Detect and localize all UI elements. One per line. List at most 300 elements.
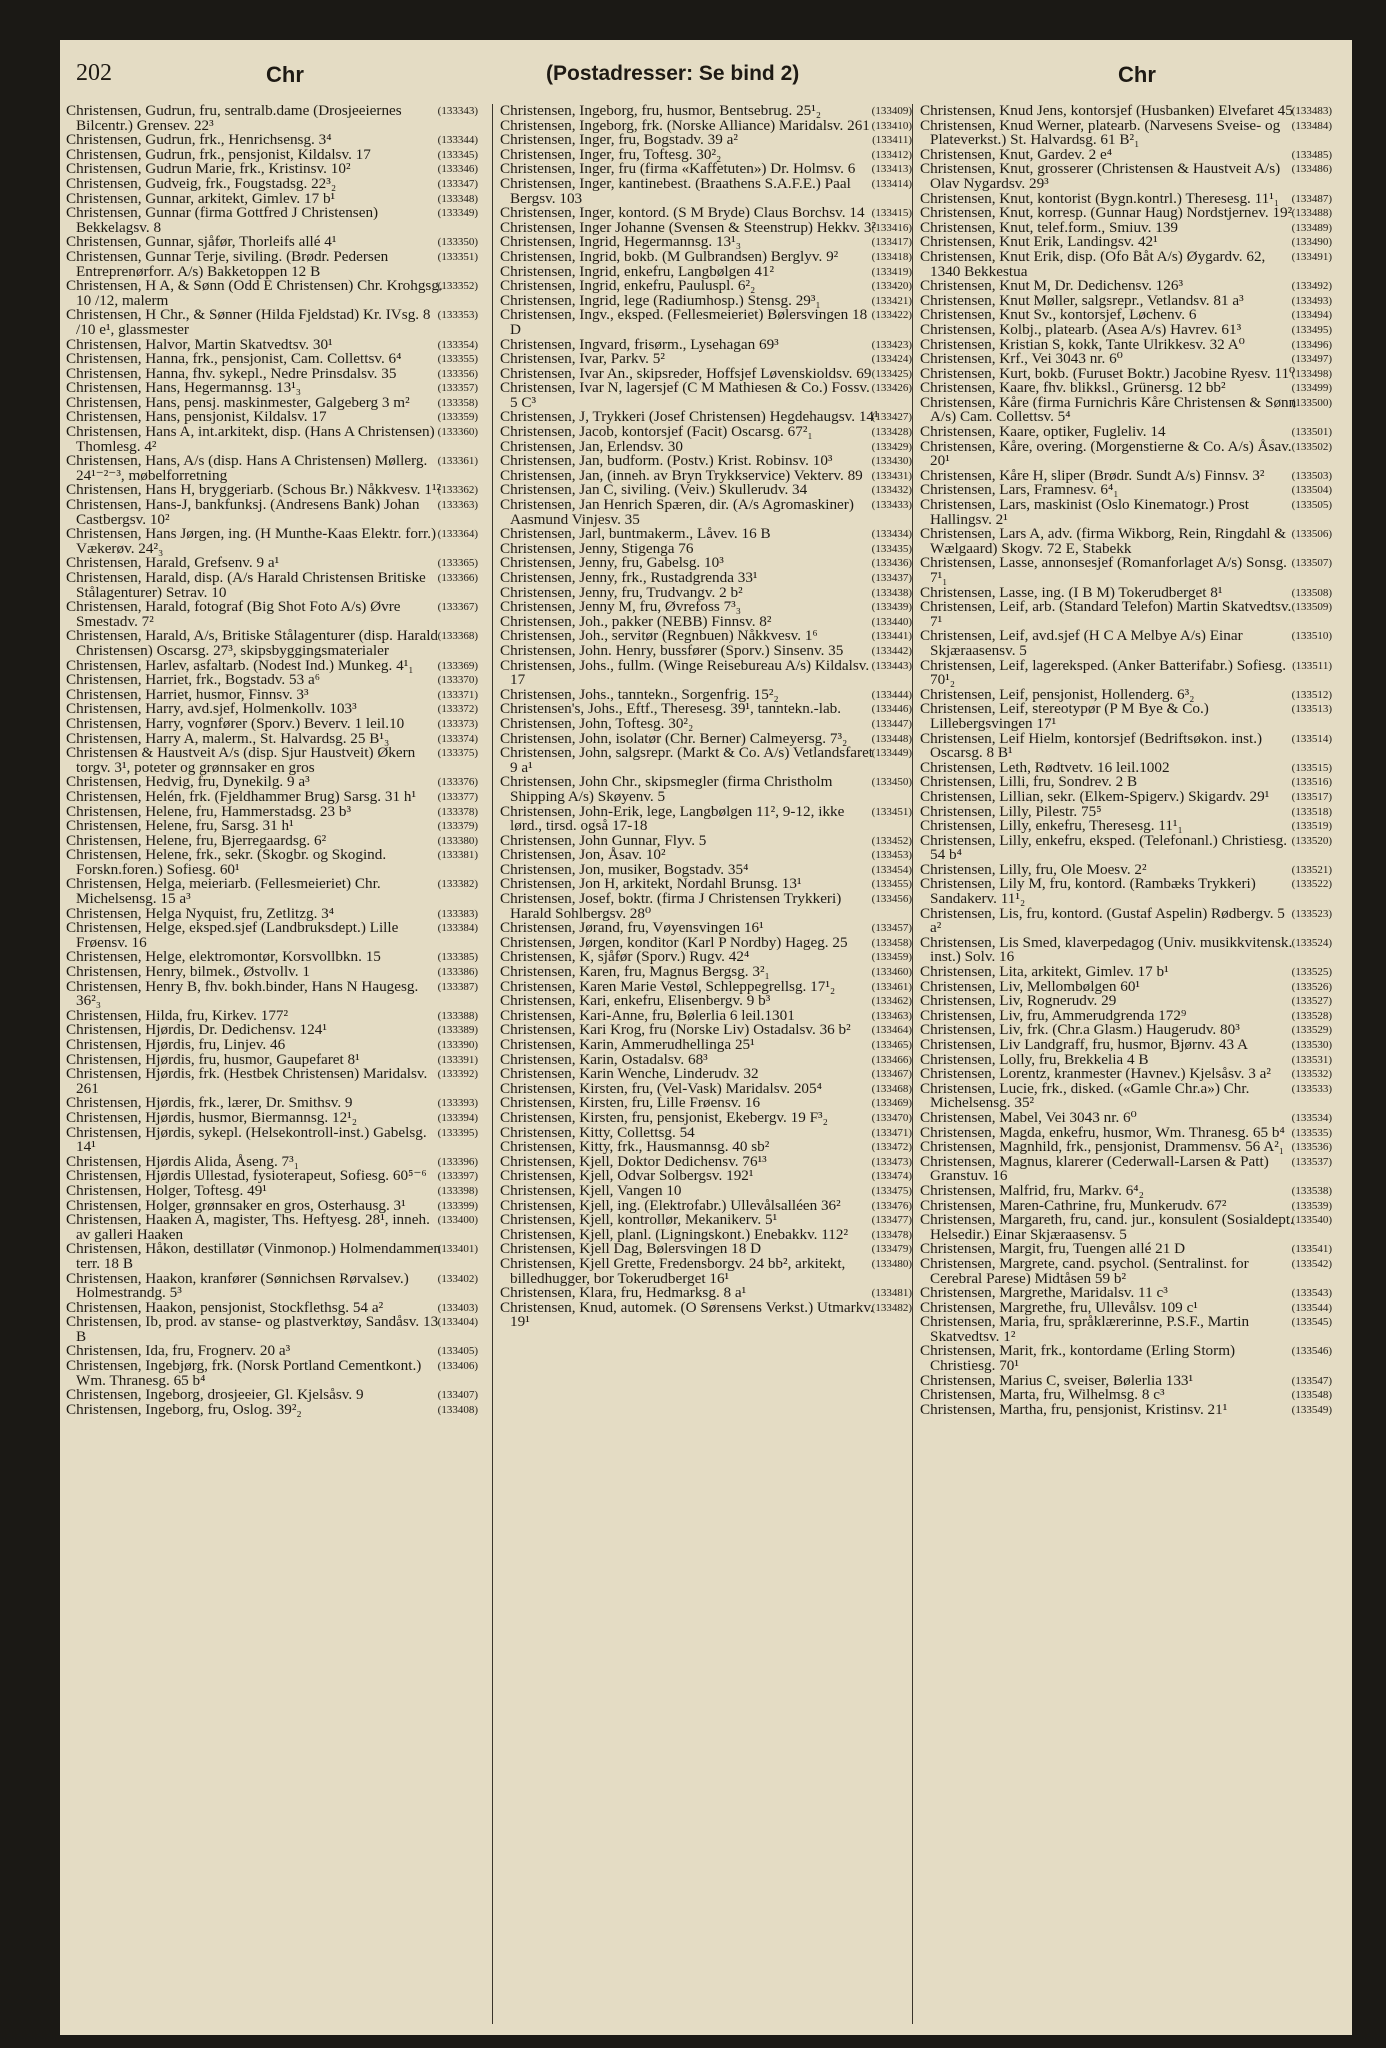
- directory-entry: [920, 1213, 1332, 1242]
- directory-entry: [66, 1359, 478, 1388]
- directory-column-2: [500, 104, 912, 2029]
- entry-number: (133403): [437, 1301, 478, 1314]
- entry-number: (133347): [437, 177, 478, 190]
- entry-text: Christensen, Lilly, fru, Ole Moesv. 2²: [920, 860, 1147, 878]
- entry-text: Christensen, Gunnar (firma Gottfred J Christensen) Bekkelagsv. 8: [66, 204, 379, 236]
- entry-text: Christensen, Kaare, optiker, Fugleliv. 14: [920, 423, 1166, 441]
- entry-number: (133386): [437, 966, 478, 979]
- entry-text: Christensen, Ingrid, enkefru, Langbølgen 41²: [500, 262, 775, 280]
- entry-text: Christensen, Kaare, fhv. blikksl., Grünersg. 12 bb²: [920, 379, 1226, 397]
- entry-text: Christensen, Harald, disp. (A/s Harald Christensen Britiske Stålagenturer) Setrav. 10: [66, 569, 426, 601]
- entry-text: Christensen, Ingrid, Hegermannsg. 13¹₃: [500, 233, 741, 251]
- entry-text: Christensen, Hjørdis, fru, Linjev. 46: [66, 1036, 286, 1053]
- entry-number: (133519): [1291, 820, 1332, 833]
- entry-text: Christensen, Jan Henrich Spæren, dir. (A/s Agromaskiner) Aasmund Vinjesv. 35: [500, 496, 854, 528]
- directory-entry: [66, 921, 478, 950]
- entry-text: Christensen, H A, & Sønn (Odd E Christensen) Chr. Krohgsg. 10 /12, malerm: [66, 277, 443, 309]
- entry-number: (133351): [437, 250, 478, 263]
- directory-entry: [920, 904, 1332, 937]
- entry-text: Christensen, Knud Werner, platearb. (Narvesens Sveise- og Plateverkst.) St. Halvardsg. 61 B²₁: [920, 116, 1281, 149]
- entry-number: (133543): [1291, 1287, 1332, 1300]
- entry-number: (133508): [1291, 586, 1332, 599]
- entry-text: Christensen, Lily M, fru, kontord. (Rambæks Trykkeri) Sandakerv. 11¹₂: [920, 875, 1256, 908]
- entry-number: (133541): [1291, 1243, 1332, 1256]
- entry-number: (133476): [871, 1199, 912, 1212]
- entry-number: (133518): [1291, 805, 1332, 818]
- directory-entry: [66, 1269, 478, 1302]
- column-divider: [492, 104, 493, 2024]
- directory-entry: [66, 425, 478, 454]
- entry-number: (133371): [437, 688, 478, 701]
- entry-text: Christensen, Ida, fru, Frognerv. 20 a³: [66, 1342, 291, 1360]
- entry-text: Christensen, Kåre (firma Furnichris Kåre Christensen & Sønn A/s) Cam. Collettsv. 5⁴: [920, 393, 1297, 426]
- entry-text: Christensen, Kjell, Vangen 10: [500, 1181, 682, 1199]
- entry-number: (133482): [871, 1301, 912, 1314]
- directory-entry: [920, 1152, 1332, 1185]
- entry-number: (133525): [1291, 966, 1332, 979]
- entry-number: (133467): [871, 1068, 912, 1081]
- entry-number: (133485): [1291, 148, 1332, 161]
- column-divider: [912, 104, 913, 2024]
- entry-number: (133501): [1291, 426, 1332, 439]
- entry-number: (133453): [871, 849, 912, 862]
- entry-number: (133511): [1292, 659, 1332, 672]
- entry-text: Christensen, Hans, pensj. maskinmester, Galgeberg 3 m²: [66, 393, 410, 411]
- entry-number: (133535): [1291, 1126, 1332, 1139]
- entry-number: (133400): [437, 1214, 478, 1227]
- entry-text: Christensen, John. Henry, bussfører (Sporv.) Sinsenv. 35: [500, 641, 844, 659]
- entry-text: Christensen, Helga Nyquist, fru, Zetlitzg. 3⁴: [66, 904, 335, 922]
- entry-number: (133390): [437, 1039, 478, 1051]
- entry-number: (133460): [871, 966, 912, 979]
- entry-number: (133499): [1291, 382, 1332, 395]
- entry-number: (133402): [437, 1272, 478, 1285]
- directory-entry: [66, 454, 478, 483]
- entry-text: Christensen, Lita, arkitekt, Gimlev. 17 b¹: [920, 963, 1169, 981]
- entry-text: Christensen, Kjell, Odvar Solbergsv. 192¹: [500, 1167, 754, 1185]
- entry-number: (133483): [1291, 105, 1332, 117]
- entry-number: (133346): [437, 163, 478, 176]
- entry-text: Christensen, Liv, frk. (Chr.a Glasm.) Haugerudv. 80³: [920, 1021, 1240, 1039]
- entry-text: Christensen, Ib, prod. av stanse- og plastverktøy, Sandåsv. 13 B: [66, 1313, 439, 1345]
- entry-number: (133384): [437, 922, 478, 935]
- entry-number: (133477): [871, 1214, 912, 1227]
- entry-text: Christensen, Inger, fru, Toftesg. 30²₂: [500, 145, 722, 163]
- directory-entry: [66, 848, 478, 877]
- entry-number: (133348): [437, 192, 478, 205]
- entry-number: (133428): [871, 426, 912, 439]
- entry-text: Christensen, Kari-Anne, fru, Bølerlia 6 leil.1301: [500, 1006, 795, 1024]
- directory-entry: [66, 1400, 478, 1418]
- entry-number: (133549): [1291, 1403, 1332, 1416]
- entry-number: (133410): [871, 119, 912, 132]
- entry-number: (133494): [1291, 309, 1332, 322]
- entry-number: (133383): [437, 907, 478, 920]
- entry-text: Christensen, Ingeborg, fru, Oslog. 39²₂: [66, 1400, 302, 1418]
- entry-text: Christensen, Lolly, fru, Brekkelia 4 B: [920, 1050, 1149, 1068]
- entry-number: (133469): [871, 1097, 912, 1110]
- entry-text: Christensen, Hans, pensjonist, Kildalsv. 17: [66, 408, 327, 426]
- entry-text: Christensen, Jan, Erlendsv. 30: [500, 437, 683, 455]
- entry-number: (133401): [437, 1243, 478, 1256]
- entry-number: (133548): [1291, 1389, 1332, 1402]
- page-number: 202: [76, 60, 112, 86]
- directory-entry: [500, 1254, 912, 1287]
- entry-text: Christensen, Knud Jens, kontorsjef (Husbanken) Elvefaret 45: [920, 104, 1293, 119]
- directory-entry: [500, 656, 912, 689]
- entry-number: (133417): [871, 236, 912, 249]
- entry-text: Christensen, Malfrid, fru, Markv. 6⁴₂: [920, 1181, 1144, 1199]
- directory-entry: [500, 746, 912, 775]
- entry-text: Christensen, Johs., tanntekn., Sorgenfrig. 15²₂: [500, 685, 779, 703]
- directory-entry: [66, 247, 478, 280]
- entry-text: Christensen, Ingv., eksped. (Fellesmeieriet) Bølersvingen 18 D: [500, 306, 868, 338]
- entry-text: Christensen, Magnhild, frk., pensjonist, Drammensv. 56 A²₁: [920, 1138, 1285, 1156]
- entry-number: (133451): [871, 805, 912, 818]
- entry-number: (133344): [437, 134, 478, 147]
- entry-text: Christensen, Lillian, sekr. (Elkem-Spigerv.) Skigardv. 29¹: [920, 787, 1270, 805]
- entry-number: (133547): [1291, 1374, 1332, 1387]
- directory-entry: [66, 1067, 478, 1096]
- directory-entry: [66, 308, 478, 337]
- entry-number: (133446): [871, 703, 912, 716]
- entry-text: Christensen, Margit, fru, Tuengen allé 21 D: [920, 1240, 1186, 1258]
- entry-number: (133387): [437, 980, 478, 993]
- entry-text: Christensen, Jenny, frk., Rustadgrenda 33¹: [500, 569, 758, 586]
- entry-text: Christensen, Hilda, fru, Kirkev. 177²: [66, 1006, 289, 1024]
- entry-text: Christensen, Helene, fru, Bjerregaardsg. 6²: [66, 831, 327, 849]
- entry-text: Christensen, Harald, fotograf (Big Shot Foto A/s) Øvre Smestadv. 7²: [66, 598, 401, 630]
- entry-text: Christensen, Hans Jørgen, ing. (H Munthe-Kaas Elektr. forr.) Vækerøv. 24²₃: [66, 525, 437, 557]
- entry-text: Christensen, Henry, bilmek., Østvollv. 1: [66, 963, 310, 981]
- entry-number: (133544): [1291, 1301, 1332, 1314]
- entry-text: Christensen, Hjørdis, husmor, Biermannsg. 12¹₂: [66, 1108, 358, 1126]
- entry-text: Christensen, Haaken A, magister, Ths. Heftyesg. 28¹, inneh. av galleri Haaken: [66, 1211, 430, 1243]
- directory-entry: [66, 498, 478, 527]
- entry-number: (133415): [871, 207, 912, 220]
- entry-number: (133456): [871, 893, 912, 906]
- entry-text: Christensen, Inger, fru, Bogstadv. 39 a²: [500, 131, 738, 149]
- entry-text: Christensen, Kåre, overing. (Morgenstierne & Co. A/s) Åsav. 20¹: [920, 437, 1292, 470]
- entry-text: Christensen, Hans H, bryggeriarb. (Schous Br.) Nåkkvesv. 1¹²: [66, 481, 442, 499]
- entry-number: (133375): [437, 747, 478, 760]
- entry-text: Christensen, Knut Erik, disp. (Ofo Båt A/s) Øygardv. 62, 1340 Bekkestua: [920, 247, 1266, 280]
- entry-text: Christensen, Inger, fru (firma «Kaffetuten») Dr. Holmsv. 6: [500, 160, 856, 178]
- entry-number: (133503): [1291, 469, 1332, 482]
- directory-entry: [500, 381, 912, 410]
- entry-number: (133433): [871, 499, 912, 512]
- entry-number: (133380): [437, 834, 478, 847]
- directory-entry: [66, 104, 478, 133]
- entry-text: Christensen, Krf., Vei 3043 nr. 6⁰: [920, 350, 1123, 368]
- directory-entry: [920, 1400, 1332, 1418]
- entry-number: (133434): [871, 528, 912, 541]
- entry-text: Christensen, Kari Krog, fru (Norske Liv) Ostadalsv. 36 b²: [500, 1021, 851, 1039]
- entry-text: Christensen, Margareth, fru, cand. jur., konsulent (Sosialdept. Helsedir.) Einar Skjæraasensv. 5: [920, 1211, 1294, 1243]
- directory-entry: [500, 892, 912, 921]
- entry-number: (133378): [437, 805, 478, 818]
- entry-number: (133355): [437, 353, 478, 366]
- entry-text: Christensen, Karen, fru, Magnus Bergsg. 3²₁: [500, 963, 770, 981]
- directory-entry: [920, 247, 1332, 280]
- entry-number: (133504): [1291, 484, 1332, 497]
- entry-number: (133382): [437, 878, 478, 891]
- entry-number: (133360): [437, 426, 478, 439]
- entry-text: Christensen, Hanna, fhv. sykepl., Nedre Prinsdalsv. 35: [66, 364, 397, 382]
- entry-text: Christensen, Henry B, fhv. bokh.binder, Hans N Haugesg. 36²₃: [66, 977, 419, 1010]
- entry-number: (133361): [437, 455, 478, 468]
- entry-text: Christensen, Magnus, klarerer (Cederwall-Larsen & Patt) Granstuv. 16: [920, 1152, 1269, 1185]
- entry-text: Christensen, John Gunnar, Flyv. 5: [500, 831, 707, 849]
- entry-number: (133421): [871, 294, 912, 307]
- entry-text: Christensen, Johs., fullm. (Winge Reisebureau A/s) Kildalsv. 17: [500, 656, 870, 689]
- entry-text: Christensen, Helén, frk. (Fjeldhammer Brug) Sarsg. 31 h¹: [66, 787, 417, 805]
- entry-number: (133491): [1291, 250, 1332, 263]
- directory-column-3: [920, 104, 1332, 2029]
- entry-number: (133510): [1291, 630, 1332, 643]
- entry-text: Christensen, Ingeborg, fru, husmor, Bentsebrug. 25¹₂: [500, 104, 822, 119]
- entry-number: (133545): [1291, 1316, 1332, 1329]
- entry-number: (133376): [437, 776, 478, 789]
- entry-text: Christensen, Knut M, Dr. Dedichensv. 126³: [920, 277, 1183, 295]
- entry-number: (133463): [871, 1009, 912, 1022]
- entry-number: (133431): [871, 469, 912, 482]
- entry-number: (133448): [871, 732, 912, 745]
- directory-entry: [920, 393, 1332, 426]
- entry-text: Christensen, Jon H, arkitekt, Nordahl Brunsg. 13¹: [500, 875, 802, 893]
- entry-number: (133442): [871, 644, 912, 657]
- entry-number: (133459): [871, 951, 912, 964]
- directory-entry: [920, 600, 1332, 629]
- entry-text: Christensen, Ingrid, lege (Radiumhosp.) Stensg. 29³₁: [500, 291, 821, 309]
- entry-text: Christensen, Hanna, frk., pensjonist, Cam. Collettsv. 6⁴: [66, 350, 402, 368]
- entry-number: (133359): [437, 411, 478, 424]
- entry-number: (133458): [871, 936, 912, 949]
- entry-text: Christensen, Hans A, int.arkitekt, disp. (Hans A Christensen) Thomlesg. 4²: [66, 423, 435, 455]
- entry-text: Christensen, Knud, automek. (O Sørensens Verkst.) Utmarkv. 19¹: [500, 1298, 874, 1331]
- entry-text: Christensen, Lasse, ing. (I B M) Tokerudberget 8¹: [920, 583, 1223, 601]
- entry-text: Christensen, Harry, avd.sjef, Holmenkollv. 103³: [66, 700, 357, 718]
- entry-number: (133470): [871, 1111, 912, 1124]
- directory-entry: [920, 1315, 1332, 1344]
- entry-number: (133529): [1291, 1024, 1332, 1037]
- entry-text: Christensen, Lars, Framnesv. 6⁴₁: [920, 481, 1119, 499]
- entry-text: Christensen, Håkon, destillatør (Vinmonop.) Holmendammen terr. 18 B: [66, 1240, 441, 1272]
- entry-text: Christensen, Lilly, enkefru, eksped. (Telefonanl.) Christiesg. 54 b⁴: [920, 831, 1287, 864]
- entry-number: (133404): [437, 1316, 478, 1329]
- entry-number: (133443): [871, 659, 912, 672]
- entry-number: (133399): [437, 1199, 478, 1212]
- entry-text: Christensen, Kirsten, fru, Lille Frøensv. 16: [500, 1094, 761, 1112]
- entry-number: (133413): [871, 163, 912, 176]
- directory-entry: [920, 498, 1332, 527]
- entry-text: Christensen, Gudrun, frk., Henrichsensg. 3⁴: [66, 131, 332, 149]
- entry-number: (133379): [437, 820, 478, 833]
- entry-text: Christensen, Holger, grønnsaker en gros, Osterhausg. 3¹: [66, 1196, 406, 1214]
- entry-text: Christensen, Holger, Toftesg. 49¹: [66, 1181, 267, 1199]
- entry-text: Christensen, Gunnar, sjåfør, Thorleifs allé 4¹: [66, 233, 337, 251]
- entry-number: (133429): [871, 440, 912, 453]
- entry-number: (133407): [437, 1389, 478, 1402]
- entry-number: (133462): [871, 995, 912, 1008]
- entry-number: (133524): [1291, 936, 1332, 949]
- entry-text: Christensen, Jenny M, fru, Øvrefoss 7³₃: [500, 598, 742, 616]
- entry-number: (133343): [437, 105, 478, 117]
- entry-number: (133395): [437, 1126, 478, 1139]
- entry-number: (133385): [437, 951, 478, 964]
- directory-entry: [500, 1298, 912, 1331]
- entry-number: (133392): [437, 1068, 478, 1081]
- entry-text: Christensen, Liv, fru, Ammerudgrenda 172⁹: [920, 1006, 1187, 1024]
- entry-number: (133370): [437, 674, 478, 687]
- entry-text: Christensen, Magda, enkefru, husmor, Wm. Thranesg. 65 b⁴: [920, 1123, 1285, 1141]
- entry-number: (133534): [1291, 1111, 1332, 1124]
- entry-text: Christensen, Karin, Ostadalsv. 68³: [500, 1050, 708, 1068]
- entry-text: Christensen, Knut, kontorist (Bygn.kontrl.) Theresesg. 11¹₁: [920, 189, 1280, 207]
- entry-text: Christensen, Margrethe, Maridalsv. 11 c³: [920, 1284, 1168, 1302]
- entry-number: (133475): [871, 1184, 912, 1197]
- entry-text: Christensen, Jørand, fru, Vøyensvingen 16¹: [500, 919, 764, 937]
- entry-number: (133537): [1291, 1155, 1332, 1168]
- entry-number: (133365): [437, 557, 478, 570]
- entry-number: (133473): [871, 1155, 912, 1168]
- directory-entry: [920, 702, 1332, 731]
- entry-number: (133478): [871, 1228, 912, 1241]
- entry-number: (133454): [871, 863, 912, 876]
- entry-number: (133444): [871, 688, 912, 701]
- entry-text: Christensen & Haustveit A/s (disp. Sjur Haustveit) Økern torgv. 3¹, poteter og grønnsaker en gros: [66, 744, 416, 776]
- entry-number: (133409): [871, 105, 912, 117]
- entry-text: Christensen, Marta, fru, Wilhelmsg. 8 c³: [920, 1386, 1165, 1404]
- entry-text: Christensen, Hans-J, bankfunksj. (Andresens Bank) Johan Castbergsv. 10²: [66, 496, 420, 528]
- entry-text: Christensen, Jenny, fru, Trudvangv. 2 b²: [500, 583, 743, 601]
- entry-number: (133397): [437, 1170, 478, 1183]
- entry-number: (133398): [437, 1184, 478, 1197]
- entry-text: Christensen, Jenny, fru, Gabelsg. 10³: [500, 554, 724, 572]
- entry-text: Christensen, John, salgsrepr. (Markt & Co. A/s) Vetlandsfaret 9 a¹: [500, 744, 874, 776]
- directory-entry: [920, 1344, 1332, 1373]
- entry-text: Christensen, Inger, kontord. (S M Bryde) Claus Borchsv. 14: [500, 204, 865, 222]
- directory-entry: [66, 1213, 478, 1242]
- entry-text: Christensen, Knut, grosserer (Christensen & Haustveit A/s) Olav Nygardsv. 29³: [920, 160, 1281, 192]
- directory-entry: [500, 775, 912, 804]
- entry-text: Christensen's, Johs., Eftf., Theresesg. 39¹, tanntekn.-lab.: [500, 700, 842, 718]
- entry-number: (133520): [1291, 834, 1332, 847]
- entry-number: (133441): [871, 630, 912, 643]
- entry-text: Christensen, Mabel, Vei 3043 nr. 6⁰: [920, 1108, 1137, 1126]
- directory-entry: [500, 498, 912, 527]
- entry-number: (133345): [437, 148, 478, 161]
- entry-text: Christensen, Helene, fru, Sarsg. 31 h¹: [66, 817, 294, 835]
- directory-entry: [920, 527, 1332, 556]
- entry-text: Christensen, Helene, frk., sekr. (Skogbr. og Skogind. Forskn.foren.) Sofiesg. 60¹: [66, 846, 387, 878]
- entry-number: (133354): [437, 338, 478, 351]
- entry-text: Christensen, Harlev, asfaltarb. (Nodest Ind.) Munkeg. 4¹₁: [66, 656, 414, 674]
- entry-number: (133497): [1291, 353, 1332, 366]
- entry-number: (133474): [871, 1170, 912, 1183]
- entry-number: (133513): [1291, 703, 1332, 716]
- entry-text: Christensen, Maria, fru, språklærerinne, P.S.F., Martin Skatvedtsv. 1²: [920, 1313, 1250, 1345]
- entry-text: Christensen, Helge, eksped.sjef (Landbruksdept.) Lille Frøensv. 16: [66, 919, 399, 951]
- entry-number: (133481): [871, 1287, 912, 1300]
- directory-entry: [920, 831, 1332, 864]
- entry-number: (133490): [1291, 236, 1332, 249]
- entry-number: (133457): [871, 922, 912, 935]
- entry-text: Christensen, Jarl, buntmakerm., Låvev. 16 B: [500, 525, 771, 543]
- entry-number: (133416): [871, 221, 912, 234]
- entry-number: (133349): [437, 207, 478, 220]
- page-header: [76, 58, 1336, 98]
- entry-text: Christensen, Helge, elektromontør, Korsvollbkn. 15: [66, 948, 381, 966]
- entry-text: Christensen, Marius C, sveiser, Bølerlia 133¹: [920, 1371, 1194, 1389]
- entry-number: (133440): [871, 615, 912, 628]
- entry-text: Christensen, Lucie, frk., disked. («Gamle Chr.a») Chr. Michelsensg. 35²: [920, 1079, 1250, 1112]
- entry-text: Christensen, John, isolatør (Chr. Berner) Calmeyersg. 7³₂: [500, 729, 848, 747]
- entry-text: Christensen, Ivar An., skipsreder, Hoffsjef Løvenskioldsv. 69: [500, 364, 872, 382]
- entry-text: Christensen, Ingebjørg, frk. (Norsk Portland Cementkont.) Wm. Thranesg. 65 b⁴: [66, 1357, 422, 1389]
- header-right-key: Chr: [1118, 62, 1156, 87]
- entry-text: Christensen, Knut, korresp. (Gunnar Haug) Nordstjernev. 19²: [920, 204, 1293, 222]
- directory-entry: [66, 206, 478, 235]
- entry-text: Christensen, Leif, lagereksped. (Anker Batterifabr.) Sofiesg. 70¹₂: [920, 656, 1287, 689]
- entry-text: Christensen, Lars, maskinist (Oslo Kinematogr.) Prost Hallingsv. 2¹: [920, 496, 1250, 528]
- entry-text: Christensen, Lasse, annonsesjef (Romanforlaget A/s) Sonsg. 7¹₁: [920, 554, 1287, 586]
- entry-text: Christensen, Inger, kantinebest. (Braathens S.A.F.E.) Paal Bergsv. 103: [500, 174, 851, 207]
- directory-entry: [920, 1079, 1332, 1112]
- entry-text: Christensen, Lars A, adv. (firma Wikborg, Rein, Ringdahl & Wælgaard) Skogv. 72 E, Stabekk: [920, 525, 1287, 557]
- entry-text: Christensen, Hjørdis, sykepl. (Helsekontroll-inst.) Gabelsg. 14¹: [66, 1123, 427, 1156]
- entry-text: Christensen, Klara, fru, Hedmarksg. 8 a¹: [500, 1284, 747, 1302]
- entry-number: (133436): [871, 557, 912, 570]
- entry-number: (133373): [437, 717, 478, 730]
- entry-number: (133352): [437, 280, 478, 293]
- entry-text: Christensen, Helga, meieriarb. (Fellesmeieriet) Chr. Michelsensg. 15 a³: [66, 875, 381, 908]
- entry-number: (133542): [1291, 1257, 1332, 1270]
- entry-text: Christensen, Kjell, planl. (Ligningskont.) Enebakkv. 112²: [500, 1225, 849, 1243]
- entry-text: Christensen, Jan, budform. (Postv.) Krist. Robinsv. 10³: [500, 452, 833, 470]
- entry-text: Christensen, Hedvig, fru, Dynekilg. 9 a³: [66, 773, 310, 791]
- entry-text: Christensen, Gudrun, fru, sentralb.dame (Drosjeeiernes Bilcentr.) Grensev. 22³: [66, 104, 402, 134]
- entry-text: Christensen, Margrethe, fru, Ullevålsv. 109 c¹: [920, 1298, 1198, 1316]
- entry-text: Christensen, Joh., pakker (NEBB) Finnsv. 8²: [500, 612, 772, 630]
- entry-number: (133532): [1291, 1068, 1332, 1081]
- entry-number: (133523): [1291, 907, 1332, 920]
- entry-text: Christensen, Hjørdis, Dr. Dedichensv. 124¹: [66, 1021, 327, 1039]
- entry-number: (133540): [1291, 1214, 1332, 1227]
- entry-text: Christensen, Kjell, Doktor Dedichensv. 76¹³: [500, 1152, 767, 1170]
- directory-entry: [66, 527, 478, 556]
- entry-text: Christensen, Hans, A/s (disp. Hans A Christensen) Møllerg. 24¹⁻²⁻³, møbelforretning: [66, 452, 428, 484]
- directory-entry: [66, 1315, 478, 1344]
- entry-number: (133362): [437, 484, 478, 497]
- entry-text: Christensen, Helene, fru, Hammerstadsg. 23 b³: [66, 802, 352, 820]
- entry-text: Christensen, Karin, Ammerudhellinga 25¹: [500, 1036, 755, 1053]
- entry-text: Christensen, Karin Wenche, Linderudv. 32: [500, 1065, 759, 1083]
- entry-text: Christensen, Gunnar, arkitekt, Gimlev. 17 b¹: [66, 189, 336, 207]
- entry-text: Christensen, Kristian S, kokk, Tante Ulrikkesv. 32 A⁰: [920, 335, 1245, 353]
- entry-number: (133363): [437, 499, 478, 512]
- entry-number: (133489): [1291, 221, 1332, 234]
- directory-entry: [66, 977, 478, 1010]
- entry-number: (133521): [1291, 863, 1332, 876]
- entry-number: (133472): [871, 1141, 912, 1154]
- entry-number: (133546): [1291, 1345, 1332, 1358]
- entry-number: (133423): [871, 338, 912, 351]
- directory-entry: [66, 1242, 478, 1271]
- entry-number: (133471): [871, 1126, 912, 1139]
- entry-text: Christensen, Knut, Gardev. 2 e⁴: [920, 145, 1113, 163]
- entry-text: Christensen, Gunnar Terje, siviling. (Brødr. Pedersen Entreprenørforr. A/s) Bakketoppen 12 B: [66, 247, 389, 280]
